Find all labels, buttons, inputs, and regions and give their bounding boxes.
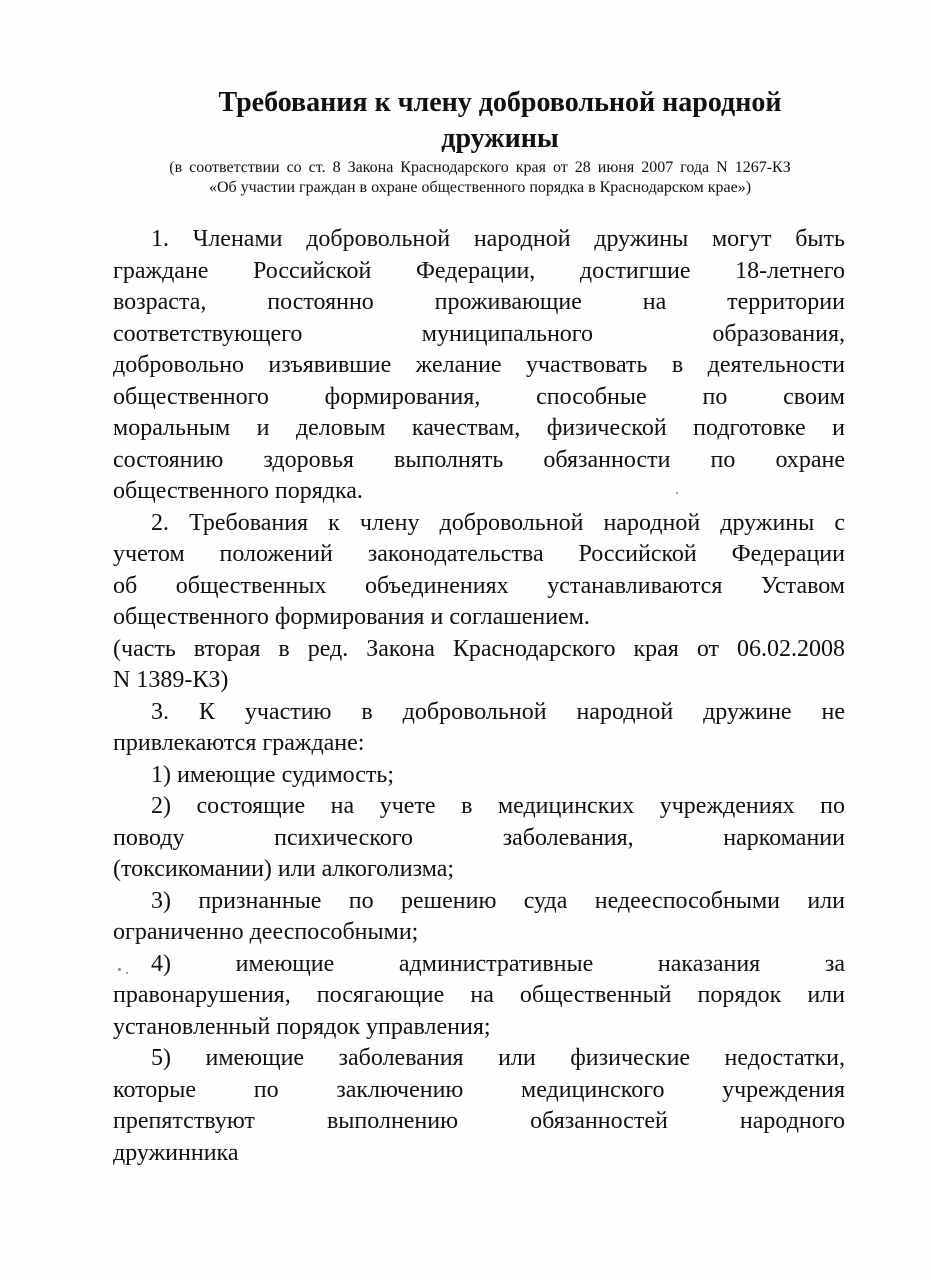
text-line: (часть вторая в ред. Закона Краснодарского края от 06.02.2008: [113, 635, 845, 662]
text-line: препятствуют выполнению обязанностей народного: [113, 1108, 845, 1134]
text-line: установленный порядок управления;: [113, 1013, 491, 1040]
text-line: 1. Членами добровольной народной дружины могут быть: [151, 226, 845, 252]
text-line: N 1389-КЗ): [113, 667, 229, 693]
scan-speck: [676, 492, 678, 494]
text-line: правонарушения, посягающие на общественный порядок или: [113, 982, 845, 1008]
document-body: [113, 224, 845, 1169]
text-line: ограниченно дееспособными;: [113, 919, 419, 945]
text-line: возраста, постоянно проживающие на территории: [113, 289, 845, 315]
text-line: 2. Требования к члену добровольной народной дружины с: [151, 509, 845, 536]
text-line: (токсикомании) или алкоголизма;: [113, 856, 455, 882]
text-line: привлекаются граждане:: [113, 730, 365, 756]
scan-speck: [126, 972, 128, 974]
text-line: состоянию здоровья выполнять обязанности по охране: [113, 446, 845, 473]
text-line: добровольно изъявившие желание участвовать в деятельности: [113, 352, 845, 378]
document-subtitle-line-1: (в соответствии со ст. 8 Закона Краснодарского края от 28 июня 2007 года N 1267-КЗ: [169, 159, 791, 176]
text-line: 3) признанные по решению суда недееспособными или: [151, 887, 845, 914]
text-line: общественного формирования, способные по своим: [113, 383, 845, 410]
text-line: поводу психического заболевания, наркомании: [113, 824, 845, 851]
text-line: граждане Российской Федерации, достигшие 18-летнего: [113, 257, 845, 284]
text-line: 4) имеющие административные наказания за: [151, 950, 845, 977]
document-subtitle-line-2: «Об участии граждан в охране общественного порядка в Краснодарском крае»): [208, 179, 752, 196]
text-line: которые по заключению медицинского учреждения: [113, 1076, 845, 1103]
text-line: 3. К участию в добровольной народной дружине не: [151, 698, 845, 725]
document-title-line-1: Требования к члену добровольной народной: [218, 87, 782, 118]
text-line: 1) имеющие судимость;: [151, 761, 394, 788]
text-line: дружинника: [113, 1139, 239, 1166]
text-line: соответствующего муниципального образования,: [113, 320, 845, 347]
text-line: общественного формирования и соглашением.: [113, 604, 590, 630]
text-line: моральным и деловым качествам, физической подготовке и: [113, 415, 845, 441]
text-line: общественного порядка.: [113, 478, 363, 504]
text-line: 2) состоящие на учете в медицинских учреждениях по: [151, 793, 845, 819]
document-title-line-2: дружины: [441, 123, 559, 154]
text-line: 5) имеющие заболевания или физические недостатки,: [151, 1045, 845, 1071]
scan-speck: [118, 968, 121, 971]
text-line: об общественных объединениях устанавливаются Уставом: [113, 572, 845, 599]
text-line: учетом положений законодательства Российской Федерации: [113, 541, 845, 567]
